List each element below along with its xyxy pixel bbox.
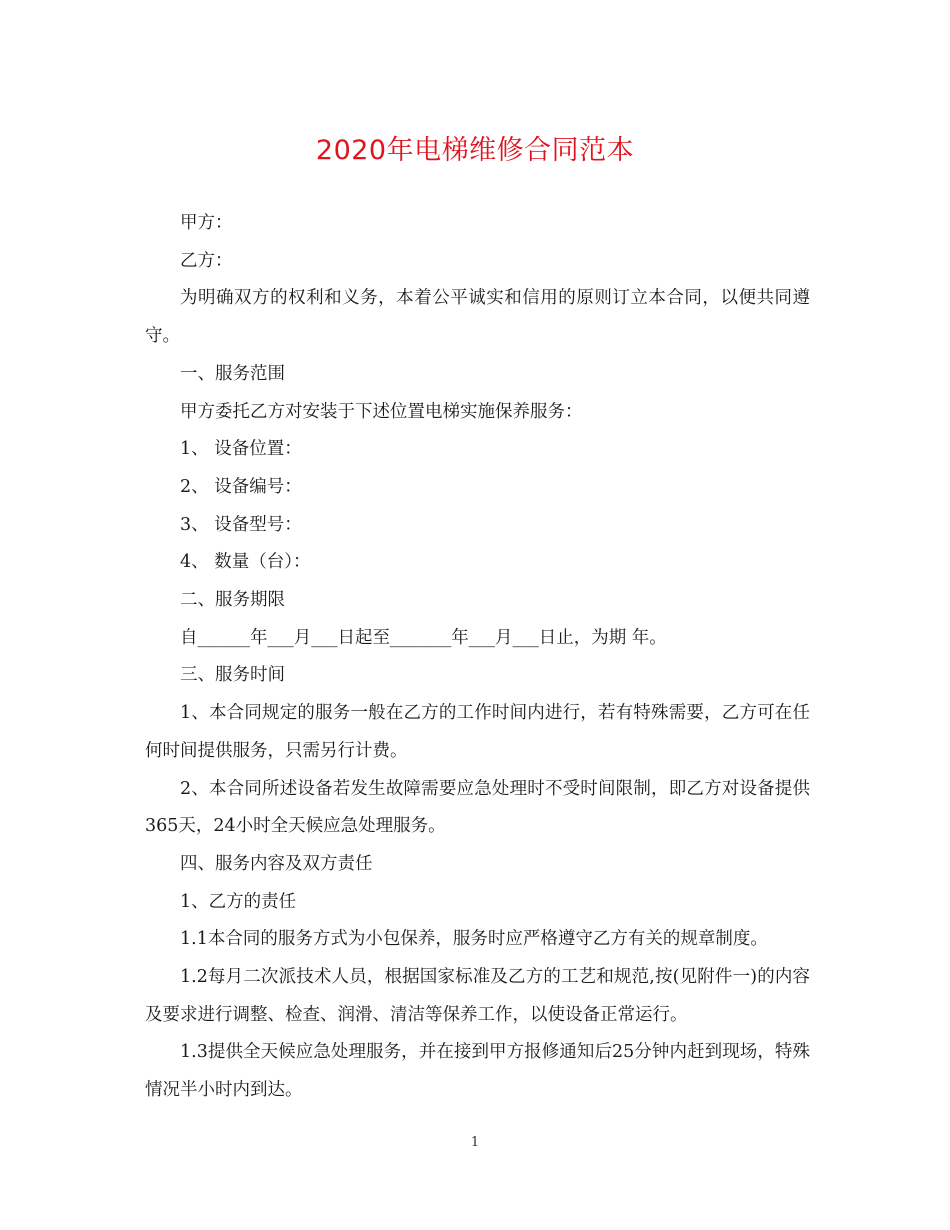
section-heading-responsibilities: 四、服务内容及双方责任 bbox=[180, 853, 373, 874]
document-body bbox=[145, 205, 810, 1110]
equipment-number-item: 2、 设备编号： bbox=[180, 476, 302, 497]
term-paragraph: 自______年___月___日起至_______年___月___日止，为期 年。 bbox=[180, 627, 667, 648]
page-number: 1 bbox=[470, 1135, 480, 1150]
subsection-heading-party-b: 1、乙方的责任 bbox=[180, 891, 297, 912]
section-heading-time: 三、服务时间 bbox=[180, 665, 285, 686]
clause-1-1: 1.1本合同的服务方式为小包保养，服务时应严格遵守乙方有关的规章制度。 bbox=[180, 929, 768, 950]
document-title: 2020年电梯维修合同范本 bbox=[315, 135, 635, 166]
section-heading-term: 二、服务期限 bbox=[180, 590, 285, 611]
clause-1-2: 1.2每月二次派技术人员，根据国家标准及乙方的工艺和规范,按(见附件一)的内容及要求进行调整、检查、润滑、清洁等保养工作，以使设备正常运行。 bbox=[145, 967, 810, 1025]
time-clause-2: 2、本合同所述设备若发生故障需要应急处理时不受时间限制，即乙方对设备提供365天，24小时全天候应急处理服务。 bbox=[145, 778, 810, 837]
preamble-paragraph: 为明确双方的权利和义务，本着公平诚实和信用的原则订立本合同，以便共同遵守。 bbox=[145, 288, 810, 347]
time-clause-1: 1、本合同规定的服务一般在乙方的工作时间内进行，若有特殊需要，乙方可在任何时间提供服务，只需另行计费。 bbox=[145, 703, 810, 761]
clause-1-3: 1.3提供全天候应急处理服务，并在接到甲方报修通知后25分钟内赶到现场，特殊情况半小时内到达。 bbox=[145, 1042, 810, 1101]
scope-paragraph: 甲方委托乙方对安装于下述位置电梯实施保养服务： bbox=[180, 401, 583, 422]
equipment-location-item: 1、 设备位置： bbox=[180, 439, 302, 460]
equipment-quantity-item: 4、 数量（台）： bbox=[180, 552, 311, 573]
equipment-model-item: 3、 设备型号： bbox=[180, 514, 302, 535]
section-heading-scope: 一、服务范围 bbox=[180, 363, 285, 384]
party-b-line: 乙方： bbox=[180, 250, 233, 271]
party-a-line: 甲方： bbox=[180, 213, 233, 233]
